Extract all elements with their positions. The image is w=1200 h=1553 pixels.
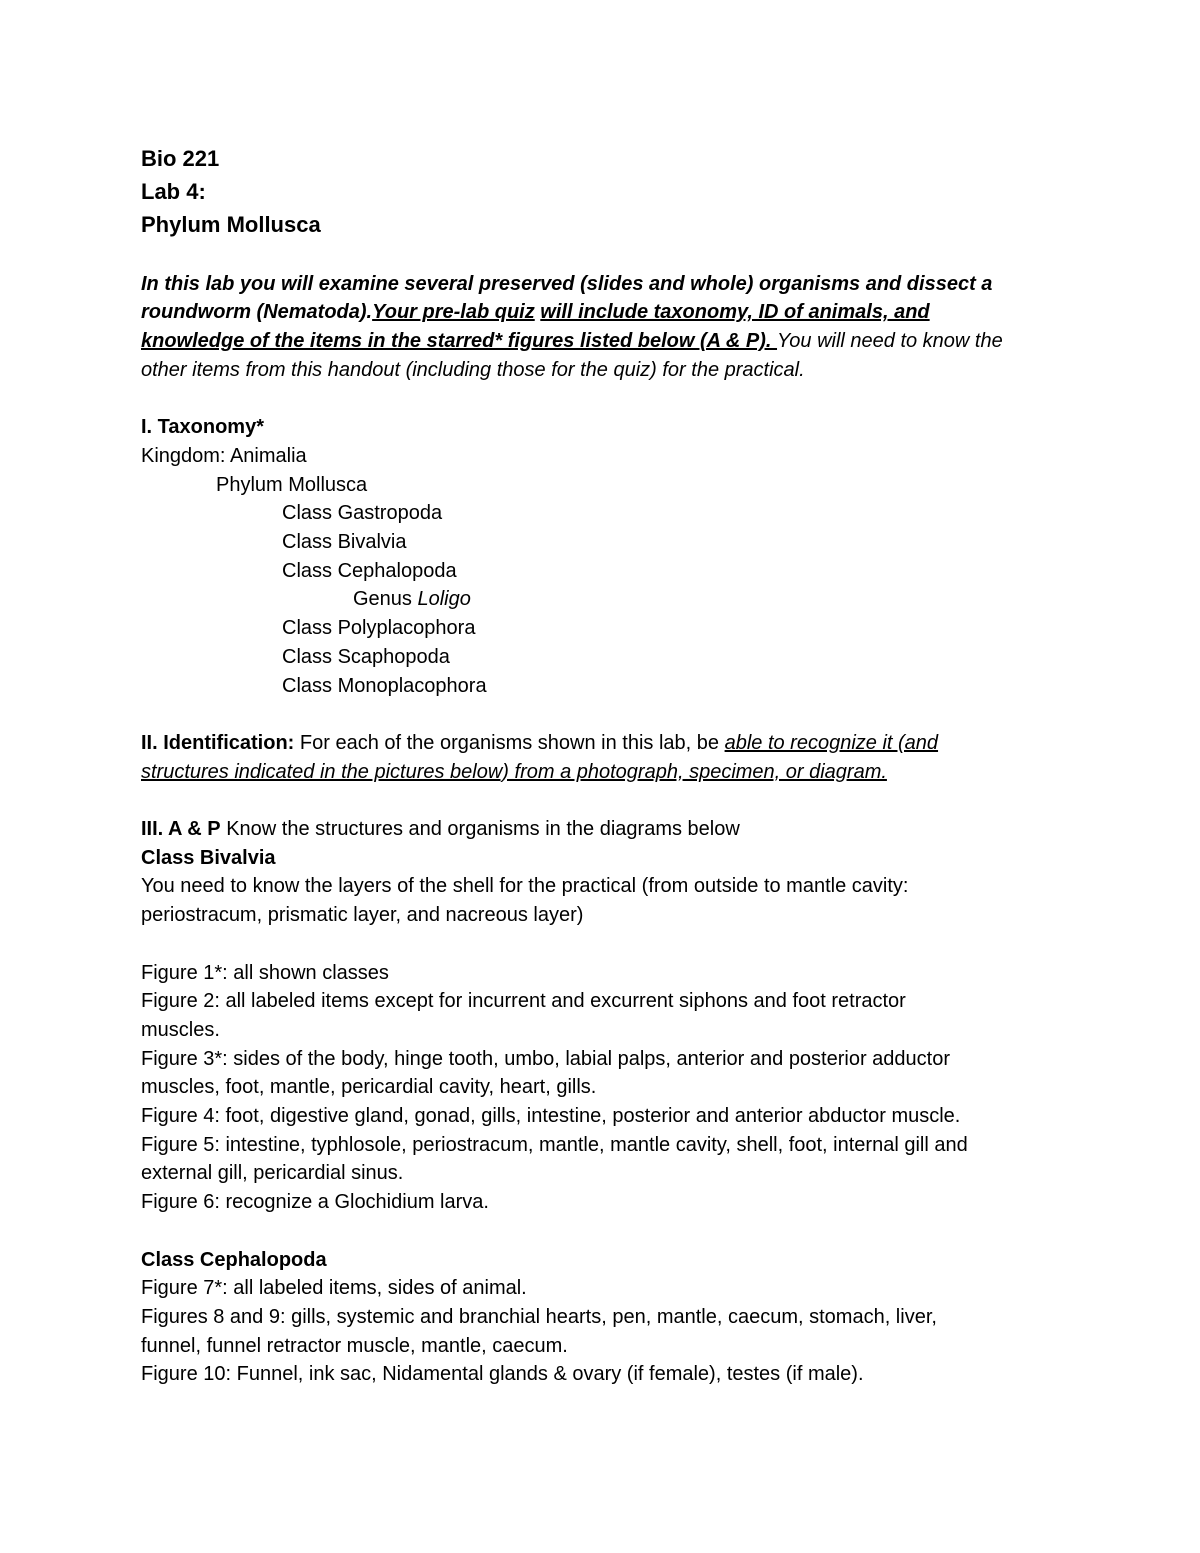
anatomy-heading-line: [141, 815, 1071, 844]
taxonomy-heading: I. Taxonomy*: [141, 416, 264, 439]
intro-underlined-knowledge: knowledge of the items in the starred* figures listed below (A & P).: [141, 330, 778, 353]
lab-topic: Phylum Mollusca: [141, 212, 321, 237]
intro-line-3: [141, 327, 1071, 356]
taxonomy-class: Class Polyplacophora: [282, 617, 476, 640]
intro-line-2: [141, 298, 1071, 327]
figure-line: funnel, funnel retractor muscle, mantle, caecum.: [141, 1334, 568, 1357]
spacer: [141, 1217, 1071, 1246]
figure-line: Figure 4: foot, digestive gland, gonad, gills, intestine, posterior and anterior abductor muscle.: [141, 1105, 961, 1128]
anatomy-heading: III. A & P: [141, 818, 221, 840]
taxonomy-class: Class Bivalvia: [282, 531, 407, 553]
figure-line: muscles.: [141, 1018, 220, 1041]
spacer: [141, 786, 1071, 815]
figure-line: external gill, pericardial sinus.: [141, 1162, 404, 1185]
intro-plain: roundworm (Nematoda).: [141, 301, 373, 324]
cephalopoda-heading: Class Cephalopoda: [141, 1248, 327, 1271]
figure-line: Figure 5: intestine, typhlosole, periostracum, mantle, mantle cavity, shell, foot, internal gill and: [141, 1133, 968, 1156]
figure-line: Figure 3*: sides of the body, hinge tooth, umbo, labial palps, anterior and posterior adductor: [141, 1047, 951, 1070]
identification-text: For each of the organisms shown in this lab, be: [294, 731, 725, 754]
spacer: [141, 700, 1071, 729]
taxonomy-class: Class Monoplacophora: [282, 674, 487, 697]
genus-name: Loligo: [417, 588, 471, 611]
lab-number: Lab 4:: [141, 179, 206, 204]
intro-underlined-quiz: Your pre-lab quiz: [372, 301, 535, 324]
identification-line-1: [141, 729, 1071, 758]
bivalvia-heading: Class Bivalvia: [141, 846, 276, 869]
spacer: [141, 385, 1071, 414]
figure-line: muscles, foot, mantle, pericardial cavity, heart, gills.: [141, 1076, 597, 1099]
intro-line-1: In this lab you will examine several preserved (slides and whole) organisms and dissect a: [141, 272, 993, 295]
identification-underlined-2: structures indicated in the pictures below) from a photograph, specimen, or diagram.: [141, 760, 887, 783]
genus-label: Genus: [353, 588, 418, 611]
figure-line: Figure 7*: all labeled items, sides of animal.: [141, 1277, 527, 1300]
taxonomy-class: Class Cephalopoda: [282, 559, 457, 582]
bivalvia-intro-2: periostracum, prismatic layer, and nacreous layer): [141, 904, 584, 927]
figure-line: Figures 8 and 9: gills, systemic and branchial hearts, pen, mantle, caecum, stomach, liver,: [141, 1305, 937, 1328]
figure-line: Figure 2: all labeled items except for incurrent and excurrent siphons and foot retractor: [141, 990, 906, 1013]
anatomy-heading-text: Know the structures and organisms in the diagrams below: [220, 818, 740, 840]
identification-heading: II. Identification:: [141, 731, 295, 754]
spacer: [141, 930, 1071, 959]
document-page: [141, 142, 1071, 1389]
taxonomy-genus: [141, 585, 1071, 614]
taxonomy-kingdom: Kingdom: Animalia: [141, 444, 307, 467]
identification-underlined-1: able to recognize it (and: [724, 731, 939, 754]
course-title: Bio 221: [141, 146, 220, 171]
intro-plain-2: You will need to know the: [777, 330, 1003, 353]
intro-line-4: other items from this handout (including those for the quiz) for the practical.: [141, 358, 805, 381]
taxonomy-class: Class Gastropoda: [282, 502, 443, 525]
figure-line: Figure 10: Funnel, ink sac, Nidamental glands & ovary (if female), testes (if male).: [141, 1363, 864, 1386]
spacer: [141, 241, 1071, 270]
figure-line: Figure 1*: all shown classes: [141, 961, 389, 984]
taxonomy-class: Class Scaphopoda: [282, 645, 450, 668]
taxonomy-phylum: Phylum Mollusca: [216, 473, 368, 496]
intro-underlined-taxonomy: will include taxonomy, ID of animals, and: [540, 301, 930, 324]
figure-line: Figure 6: recognize a Glochidium larva.: [141, 1191, 489, 1214]
bivalvia-intro-1: You need to know the layers of the shell for the practical (from outside to mantle cavity:: [141, 875, 909, 898]
